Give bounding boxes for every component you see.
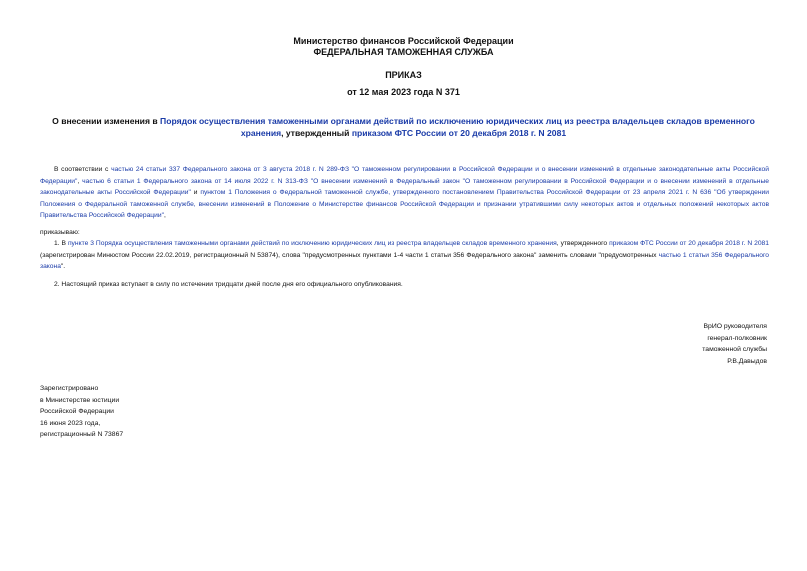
- title-text-2: , утвержденный: [281, 128, 352, 138]
- title-link-procedure[interactable]: Порядок осуществления таможенными органами действий по исключению юридических лиц из реестра владельцев складов временного хранения: [160, 116, 755, 138]
- preamble-text-2: ,: [77, 177, 83, 185]
- registration-line-4: 16 июня 2023 года,: [40, 419, 101, 427]
- registration-line-5: регистрационный N 73867: [40, 431, 124, 439]
- doc-date-number: от 12 мая 2023 года N 371: [347, 87, 460, 97]
- signature-line-2: генерал-полковник: [707, 334, 767, 342]
- ministry-name: Министерство финансов Российской Федерации: [293, 36, 514, 46]
- service-name: ФЕДЕРАЛЬНАЯ ТАМОЖЕННАЯ СЛУЖБА: [313, 47, 494, 57]
- item1-text-3: (зарегистрирован Минюстом России 22.02.2019, регистрационный N 53874), слова "предусмотренных пунктами 1-4 части 1 статьи 356 Федерального закона" заменить словами "предусмотренных: [40, 251, 659, 259]
- preamble-link-law-289[interactable]: частью 24 статьи 337 Федерального закона от 3 августа 2018 г. N 289-ФЗ "О таможенном регулировании в Российской Федерации и о внесении изменений в отдельные законодательные акты Российской Федерации": [40, 166, 769, 185]
- order-item-1: [40, 238, 769, 273]
- item1-link-clause-3[interactable]: пункте 3 Порядка осуществления таможенными органами действий по исключению юридических лиц из реестра владельцев складов временного хранения: [67, 240, 557, 247]
- preamble-text-3: и: [190, 189, 201, 197]
- registration-block: [40, 383, 240, 441]
- registration-line-1: Зарегистрировано: [40, 385, 99, 392]
- preamble-link-law-313[interactable]: частью 6 статьи 1 Федерального закона от 14 июля 2022 г. N 313-ФЗ "О внесении изменений в Федеральный закон "О таможенном регулировании в Российской Федерации и о внесении изменений в отдельные законодательные акты Российской Федерации": [40, 177, 769, 197]
- registration-line-3: Российской Федерации: [40, 408, 114, 416]
- signature-block: [567, 321, 767, 367]
- signature-line-4: Р.В.Давыдов: [727, 357, 767, 365]
- signature-line-1: ВрИО руководителя: [703, 323, 767, 330]
- preamble-link-regulation-636[interactable]: пунктом 1 Положения о Федеральной таможенной службе, утвержденного постановлением Правительства Российской Федерации от 23 апреля 2021 г. N 636 "Об утверждении Положения о Федеральной таможенной службе, внесении изменений в Положение о Министерстве финансов Российской Федерации и признании утратившими силу некоторых актов и отдельных положений некоторых актов Правительства Российской Федерации": [40, 189, 769, 220]
- signature-line-3: таможенной службы: [702, 346, 767, 354]
- title-text-1: О внесении изменения в: [52, 116, 161, 126]
- preamble-paragraph: [40, 164, 769, 222]
- item1-link-article-356[interactable]: частью 1 статьи 356 Федерального закона: [40, 251, 769, 271]
- preamble-text-4: ,: [163, 212, 166, 220]
- item1-text-2: , утвержденного: [556, 240, 610, 247]
- item1-link-order-2081[interactable]: приказом ФТС России от 20 декабря 2018 г. N 2081: [609, 240, 769, 247]
- order-word: приказываю:: [40, 229, 80, 236]
- registration-line-2: в Министерстве юстиции: [40, 396, 120, 404]
- item1-text-4: ".: [60, 263, 66, 271]
- document-title: [40, 115, 767, 139]
- preamble-text-1: В соответствии с: [54, 166, 112, 173]
- doc-type: ПРИКАЗ: [385, 70, 422, 80]
- title-link-order[interactable]: приказом ФТС России от 20 декабря 2018 г. N 2081: [351, 128, 567, 138]
- item1-text-1: 1. В: [54, 240, 68, 247]
- order-item-2: 2. Настоящий приказ вступает в силу по истечении тридцати дней после дня его официального опубликования.: [54, 281, 403, 288]
